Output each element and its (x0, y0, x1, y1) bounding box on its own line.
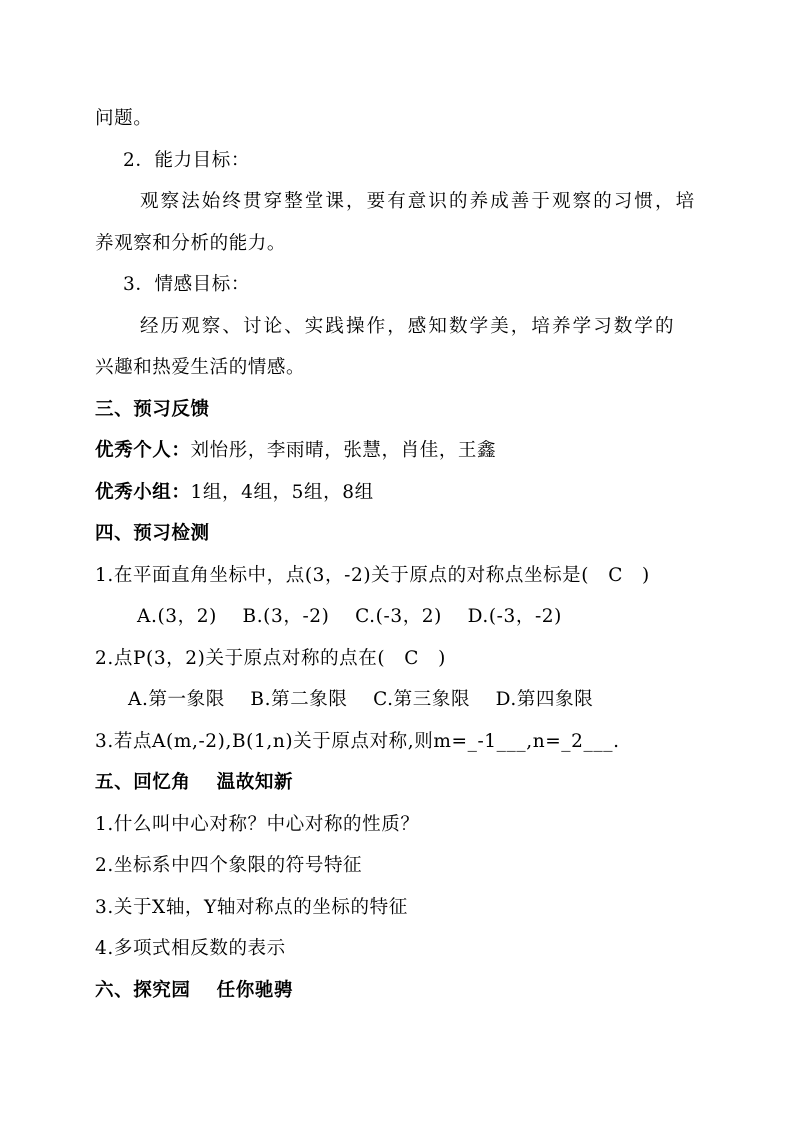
emotion-goal-text-1: 经历观察、讨论、实践操作，感知数学美，培养学习数学的 (140, 316, 676, 337)
section-heading-explore: 六、探究园 任你驰骋 (95, 980, 294, 1001)
question-1-options: A.(3，2) B.(3，-2) C.(-3，2) D.(-3，-2) (137, 606, 562, 627)
review-item-2: 2.坐标系中四个象限的符号特征 (95, 855, 363, 876)
ability-goal-text-1: 观察法始终贯穿整堂课，要有意识的养成善于观察的习惯，培 (140, 191, 697, 212)
excellent-groups-values: 1组，4组，5组，8组 (190, 482, 374, 503)
question-1: 1.在平面直角坐标中，点(3，-2)关于原点的对称点坐标是( C ) (95, 565, 650, 586)
text-line-problem: 问题。 (95, 108, 153, 129)
question-2-options: A.第一象限 B.第二象限 C.第三象限 D.第四象限 (128, 689, 594, 710)
excellent-groups-line (95, 481, 374, 505)
excellent-individuals-names: 刘怡彤，李雨晴，张慧，肖佳，王鑫 (190, 440, 497, 461)
emotion-goal-text-2: 兴趣和热爱生活的情感。 (95, 357, 306, 378)
emotion-goal-heading: 3．情感目标： (123, 274, 250, 295)
excellent-groups-label: 优秀小组： (95, 482, 191, 503)
review-item-1: 1.什么叫中心对称？中心对称的性质？ (95, 814, 420, 835)
section-heading-review: 五、回忆角 温故知新 (95, 772, 294, 793)
review-item-3: 3.关于X轴，Y轴对称点的坐标的特征 (95, 897, 408, 918)
ability-goal-heading: 2．能力目标： (123, 150, 250, 171)
question-2: 2.点P(3，2)关于原点对称的点在( C ) (95, 648, 446, 669)
section-heading-preview-test: 四、预习检测 (95, 523, 210, 544)
excellent-individuals-line (95, 439, 496, 463)
review-item-4: 4.多项式相反数的表示 (95, 938, 286, 959)
section-heading-preview-feedback: 三、预习反馈 (95, 399, 210, 420)
ability-goal-text-2: 养观察和分析的能力。 (95, 233, 287, 254)
excellent-individuals-label: 优秀个人： (95, 440, 191, 461)
question-3: 3.若点A(m,-2),B(1,n)关于原点对称,则m=_-1___,n=_2___. (95, 731, 620, 752)
